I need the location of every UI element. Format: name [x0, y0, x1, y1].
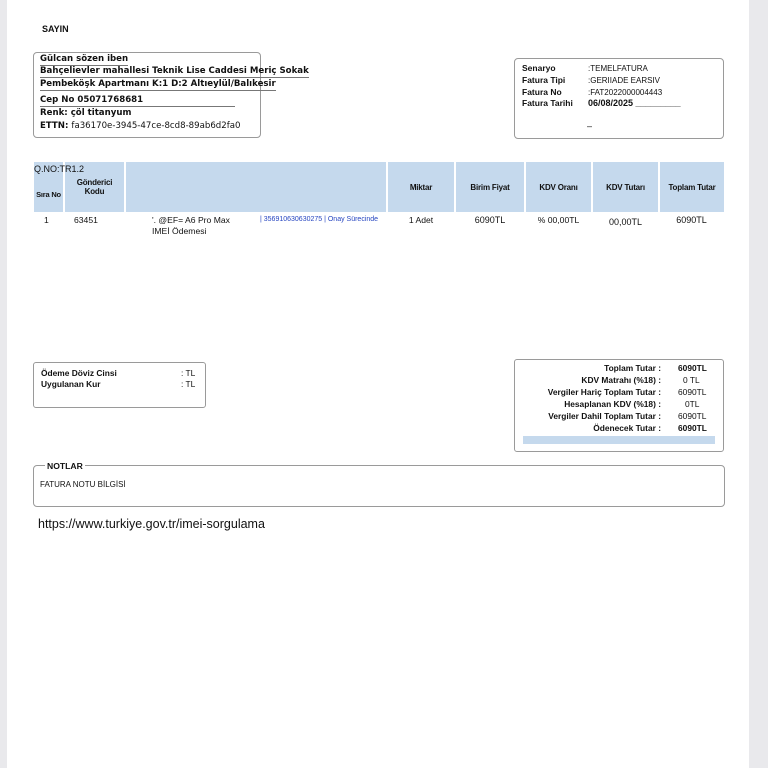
buyer-color: Renk: çöl titanyum [40, 108, 132, 118]
calculated-vat-value: 0TL [685, 399, 700, 409]
meta-label: Senaryo [522, 63, 556, 73]
cell-description [125, 212, 387, 240]
totals-highlight-bar [523, 436, 715, 444]
meta-row-invoice-date [522, 98, 681, 108]
vat-base-label: KDV Matrahı (%18) : [581, 375, 661, 385]
buyer-address-line2: Pembeköşk Apartmanı K:1 D:2 Altıeylül/Balıkesir [40, 79, 276, 89]
table-row [34, 212, 724, 240]
vat-base-value: 0 TL [683, 375, 700, 385]
currency-label: Ödeme Döviz Cinsi [41, 368, 117, 378]
total-value: 6090TL [678, 363, 707, 373]
incl-tax-total-label: Vergiler Dahil Toplam Tutar : [548, 411, 661, 421]
exchange-rate-row [41, 379, 196, 389]
ettn-label: ETTN: [40, 121, 69, 131]
meta-dash: – [587, 121, 593, 131]
meta-label: Fatura No [522, 87, 562, 97]
total-row [523, 363, 723, 375]
cell-vat-rate: % 00,00TL [537, 215, 580, 225]
meta-value: :TEMELFATURA [588, 64, 648, 73]
notes-title: NOTLAR [47, 461, 83, 471]
col-header-description [125, 162, 387, 212]
ettn-value: fa36170e-3945-47ce-8cd8-89ab6d2fa0 [71, 121, 241, 131]
payable-total-row [523, 423, 723, 435]
q-no-label: Q.NO:TR1.2 [34, 164, 85, 174]
incl-tax-total-value: 6090TL [678, 411, 707, 421]
buyer-name: Gülcan sözen iben [40, 54, 129, 64]
meta-row-invoice-type [522, 75, 660, 85]
calculated-vat-label: Hesaplanan KDV (%18) : [564, 399, 661, 409]
excl-tax-total-row [523, 387, 723, 399]
payable-total-value: 6090TL [678, 423, 707, 433]
calculated-vat-row [523, 399, 723, 411]
col-header-sender-code: Gönderici Kodu [64, 162, 125, 212]
col-header-vat-rate: KDV Oranı [525, 162, 592, 212]
currency-row [41, 368, 196, 378]
currency-value: : TL [181, 368, 196, 378]
col-header-unit-price: Birim Fiyat [455, 162, 525, 212]
notes-box [33, 465, 725, 507]
excl-tax-total-label: Vergiler Hariç Toplam Tutar : [547, 387, 661, 397]
excl-tax-total-value: 6090TL [678, 387, 707, 397]
table-header-row [34, 162, 724, 212]
col-header-total: Toplam Tutar [659, 162, 724, 212]
totals-box [514, 359, 724, 452]
item-payment-note: IMEİ Ödemesi [152, 226, 207, 236]
meta-row-invoice-no [522, 87, 662, 97]
item-name: '. @EF= A6 Pro Max [152, 215, 230, 225]
vat-base-row [523, 375, 723, 387]
meta-value: 06/08/2025 _________ [588, 98, 681, 108]
recipient-heading: SAYIN [42, 24, 69, 34]
cell-vat-amount: 00,00TL [608, 217, 643, 227]
incl-tax-total-row [523, 411, 723, 423]
currency-box [33, 362, 206, 408]
imei-query-url[interactable]: https://www.turkiye.gov.tr/imei-sorgulama [38, 517, 265, 531]
item-imei: | 356910630630275 | Onay Sürecinde [260, 216, 379, 223]
col-header-quantity: Miktar [387, 162, 455, 212]
exchange-rate-label: Uygulanan Kur [41, 379, 101, 389]
exchange-rate-value: : TL [181, 379, 196, 389]
meta-label: Fatura Tipi [522, 75, 566, 85]
invoice-meta-box [514, 58, 724, 139]
col-header-sira: Sıra No [34, 162, 64, 212]
total-label: Toplam Tutar : [604, 363, 661, 373]
meta-label: Fatura Tarihi [522, 98, 573, 108]
meta-row-scenario [522, 63, 648, 73]
meta-value: :GERIIADE EARSIV [588, 76, 661, 85]
meta-value: :FAT2022000004443 [588, 88, 663, 97]
cell-total: 6090TL [676, 215, 707, 225]
buyer-ettn [40, 121, 240, 132]
notes-text: FATURA NOTU BİLGİSİ [40, 480, 126, 489]
buyer-info-box [33, 52, 309, 138]
col-header-vat-amount: KDV Tutarı [592, 162, 659, 212]
cell-quantity: 1 Adet [408, 215, 434, 225]
cell-sender-code: 63451 [74, 215, 98, 225]
payable-total-label: Ödenecek Tutar : [593, 423, 661, 433]
invoice-items-table [34, 162, 724, 240]
buyer-address-line1: Bahçelievler mahallesi Teknik Lise Caddesi Meriç Sokak [40, 66, 309, 76]
cell-unit-price: 6090TL [474, 215, 506, 225]
cell-sira: 1 [44, 215, 49, 225]
buyer-phone: Cep No 05071768681 [40, 95, 235, 107]
invoice-page [7, 0, 749, 768]
